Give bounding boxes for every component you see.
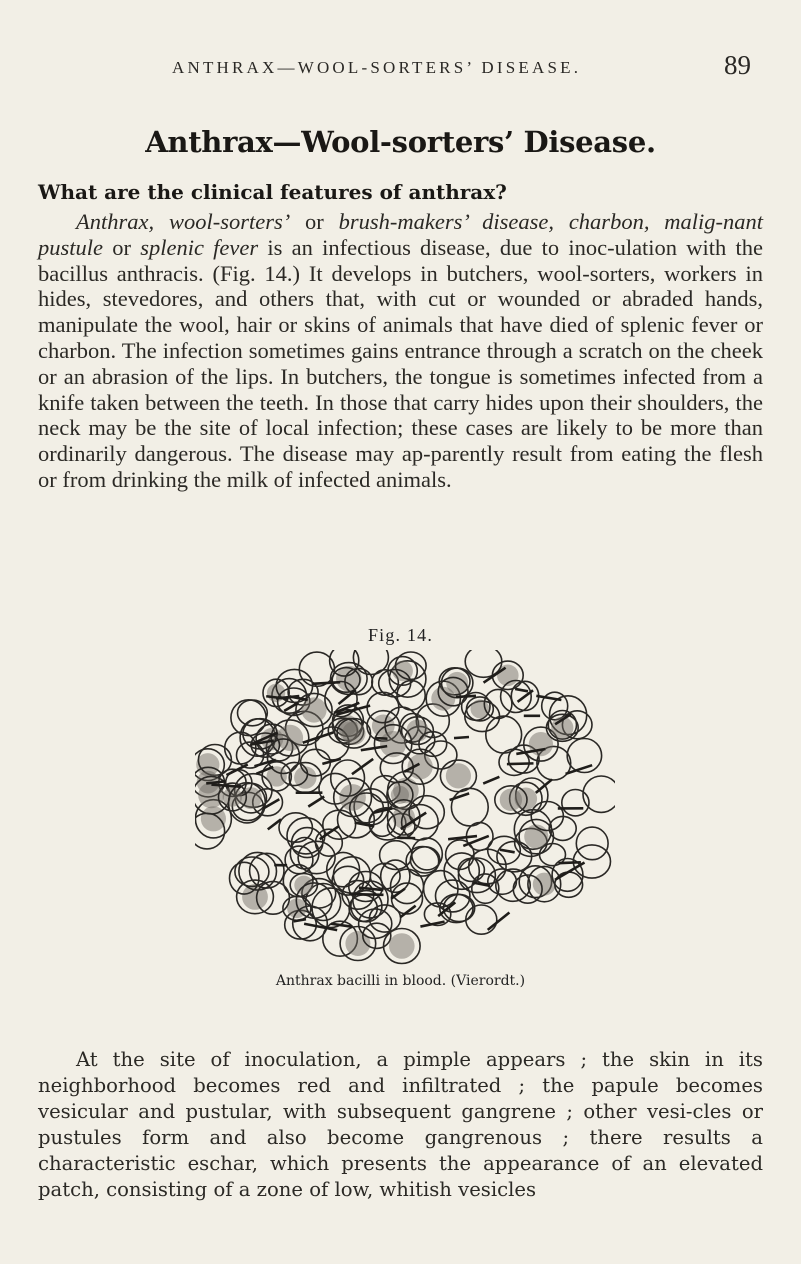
bacillus-rod [314, 682, 339, 683]
paragraph-1-body: is an infectious disease, due to inoc-ulation with the bacillus anthracis. (Fig. 14.) It develops in butchers, wool-sorters, workers in hides, stevedores, and others that, with cut or wounded or abraded hands, manipulate the wool, hair or skins of animals that have died of splenic fever or charbon. The infection sometimes gains entrance through a scratch on the cheek or an abrasion of the lips. In butchers, the tongue is sometimes infected from a knife taken between the teeth. In those that carry hides upon their shoulders, the neck may be the site of local infection; these cases are likely to be more than ordinarily dangerous. The disease may ap-parently result from eating the flesh or from drinking the milk of infected animals. [38, 234, 764, 492]
bacillus-rod [537, 780, 551, 792]
blood-cell [231, 700, 266, 736]
shaded-cell [342, 722, 365, 745]
paragraph-1 [38, 209, 763, 493]
page-number: 89 [724, 50, 751, 80]
shaded-cell [301, 697, 326, 722]
bacillus-rod [295, 919, 305, 921]
bacillus-rod [439, 903, 454, 915]
bacillus-rod [516, 689, 526, 691]
blood-cell [466, 905, 497, 934]
shaded-cell [391, 786, 409, 804]
bacillus-rod [508, 763, 532, 764]
shaded-cell [294, 876, 313, 895]
chapter-title: Anthrax—Wool-sorters’ Disease. [145, 125, 656, 159]
conjunction-or: or [103, 234, 141, 260]
bacillus-rod [351, 894, 383, 895]
blood-cell [451, 788, 488, 826]
shaded-cell [406, 720, 428, 742]
term-wool-sorters: wool-sorters’ [168, 209, 291, 234]
bacillus-rod [538, 696, 561, 700]
blood-cell [555, 872, 583, 897]
bacillus-rod [501, 850, 513, 852]
blood-cell [576, 827, 608, 860]
bacillus-rod [484, 777, 498, 783]
bacillus-rod [451, 794, 468, 800]
bacillus-rod [208, 782, 225, 784]
shaded-cell [524, 825, 548, 849]
bacillus-rod [457, 696, 475, 697]
term-anthrax: Anthrax, [76, 209, 155, 234]
conjunction-or: or [290, 209, 339, 234]
blood-cell [230, 862, 259, 894]
shaded-cell [277, 725, 303, 751]
bacillus-rod [449, 836, 475, 839]
shaded-cell [471, 700, 490, 719]
bacillus-rod [401, 907, 414, 917]
bacillus-rod [560, 862, 580, 863]
blood-cell [424, 871, 458, 907]
bacillus-rod [455, 737, 467, 738]
blood-cell [409, 796, 444, 829]
term-splenic-fever: splenic fever [140, 234, 259, 260]
running-head [0, 50, 801, 84]
blood-cell [370, 863, 400, 889]
bacillus-rod [376, 738, 386, 739]
bacillus-rod [356, 823, 373, 826]
bacillus-rod [519, 691, 532, 701]
figure-caption: Anthrax bacilli in blood. (Vierordt.) [275, 973, 526, 989]
shaded-cell [500, 789, 522, 811]
blood-cell [484, 689, 512, 718]
shaded-cell [389, 933, 415, 959]
term-brush-makers: brush-makers’ disease, charbon, malig-nant pustule [38, 209, 764, 260]
bacillus-rod [309, 797, 323, 806]
blood-cells-illustration [195, 650, 615, 965]
blood-cell [238, 700, 268, 726]
question-heading: What are the clinical features of anthrax? [38, 180, 507, 204]
blood-cell [440, 894, 473, 922]
bacillus-rod [489, 913, 509, 929]
figure-label: Fig. 14. [367, 625, 434, 645]
running-title: ANTHRAX—WOOL-SORTERS’ DISEASE. [172, 58, 582, 77]
blood-cell [486, 716, 522, 753]
bacillus-rod [332, 924, 350, 927]
paragraph-2: At the site of inoculation, a pimple appears ; the skin in its neighborhood becomes red and infiltrated ; the papule becomes vesicular and pustular, with subsequent gangrene ; other vesi-cles or pustules form and also become gangrenous ; there results a characteristic eschar, which presents the appearance of an elevated patch, consisting of a zone of low, whitish vesicles [38, 1048, 763, 1201]
